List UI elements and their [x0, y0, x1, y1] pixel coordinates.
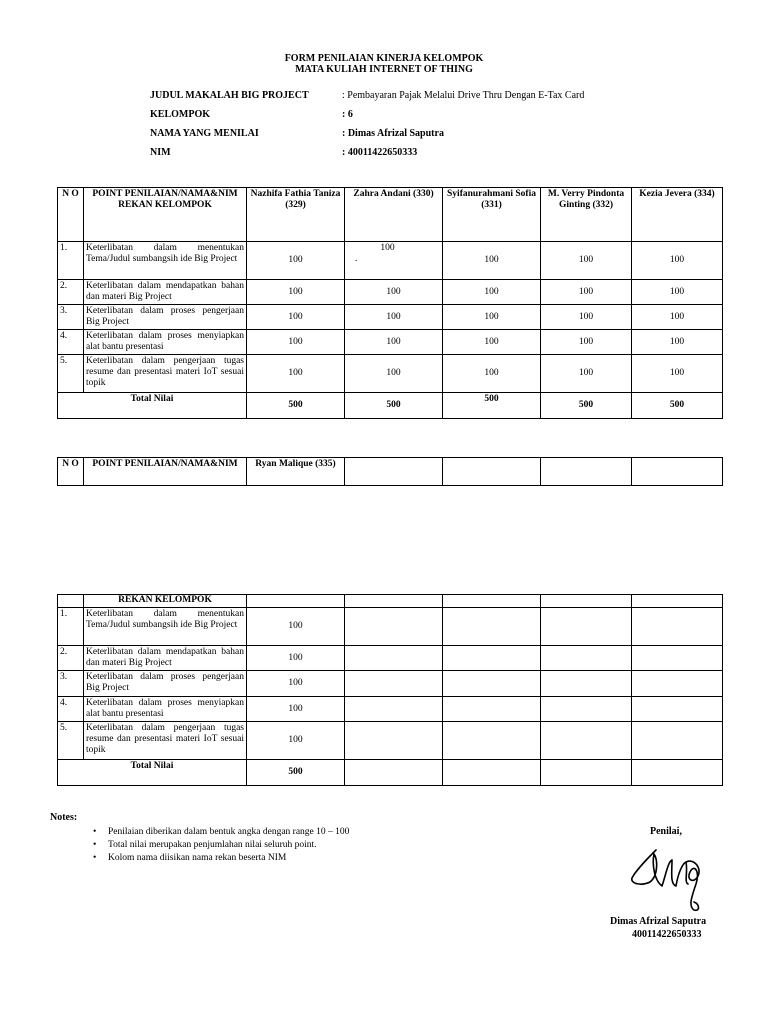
table-row	[58, 671, 723, 697]
row-number: 2.	[58, 646, 84, 671]
empty-cell	[443, 760, 541, 786]
info-row-title	[150, 86, 584, 105]
header-no: N O	[58, 188, 84, 242]
header-point: POINT PENILAIAN/NAMA&NIM	[84, 458, 247, 486]
score-cell: 100	[247, 608, 345, 646]
info-row-group	[150, 105, 584, 124]
row-number: 4.	[58, 697, 84, 722]
info-value: : 40011422650333	[342, 147, 418, 158]
header-no: N O	[58, 458, 84, 486]
row-number: 5.	[58, 355, 84, 393]
criterion-text: Keterlibatan dalam pengerjaan tugas resume dan presentasi materi IoT sesuai topik	[84, 355, 247, 393]
score-cell: 100	[443, 330, 541, 355]
header-empty	[345, 595, 443, 608]
header-empty	[443, 458, 541, 486]
stray-dot: .	[355, 254, 358, 264]
header-empty	[541, 595, 632, 608]
info-value: : Dimas Afrizal Saputra	[342, 128, 444, 139]
score-cell: 100	[443, 242, 541, 280]
table-header-row	[58, 595, 723, 608]
empty-cell	[541, 760, 632, 786]
score-cell: 100	[247, 355, 345, 393]
criterion-text: Keterlibatan dalam proses pengerjaan Big Project	[84, 305, 247, 330]
header-empty	[632, 458, 723, 486]
total-value: 500	[541, 393, 632, 419]
note-text: Total nilai merupakan penjumlahan nilai seluruh point.	[108, 840, 317, 850]
score-cell: 100	[443, 355, 541, 393]
empty-cell	[632, 608, 723, 646]
assessment-table-extra-header	[57, 457, 723, 486]
table-row	[58, 608, 723, 646]
notes-heading: Notes:	[50, 812, 78, 823]
empty-cell	[541, 697, 632, 722]
total-value: 500	[247, 393, 345, 419]
score-cell: 100	[443, 305, 541, 330]
info-row-nim	[150, 143, 584, 162]
row-number: 3.	[58, 305, 84, 330]
empty-cell	[632, 671, 723, 697]
empty-cell	[345, 722, 443, 760]
total-label: Total Nilai	[58, 760, 247, 786]
list-item	[93, 826, 350, 839]
total-value: 500	[443, 393, 541, 419]
info-label: NAMA YANG MENILAI	[150, 128, 259, 139]
header-member-1: Nazhifa Fathia Taniza (329)	[247, 188, 345, 242]
header-empty	[632, 595, 723, 608]
table-row	[58, 305, 723, 330]
score-cell: 100	[632, 305, 723, 330]
score-cell: 100	[247, 697, 345, 722]
criterion-text: Keterlibatan dalam menentukan Tema/Judul sumbangsih ide Big Project	[84, 242, 247, 280]
total-value: 500	[345, 393, 443, 419]
bullet-icon: •	[93, 840, 97, 850]
info-label: NIM	[150, 147, 171, 158]
list-item	[93, 839, 349, 852]
info-value: : 6	[342, 109, 353, 120]
row-number: 3.	[58, 671, 84, 697]
header-member-3: Syifanurahmani Sofia (331)	[443, 188, 541, 242]
bullet-icon: •	[93, 853, 97, 863]
header-empty	[541, 458, 632, 486]
score-cell: 100	[247, 330, 345, 355]
table-row	[58, 646, 723, 671]
table-row	[58, 355, 723, 393]
empty-cell	[632, 760, 723, 786]
score-cell: 100	[632, 280, 723, 305]
empty-cell	[345, 646, 443, 671]
score-cell: 100	[443, 280, 541, 305]
empty-cell	[443, 671, 541, 697]
notes-list	[93, 826, 350, 865]
note-text: Kolom nama diisikan nama rekan beserta NIM	[108, 853, 287, 863]
signature-icon	[628, 840, 708, 918]
header-member-4: M. Verry Pindonta Ginting (332)	[541, 188, 632, 242]
header-empty	[247, 595, 345, 608]
score-cell: 100	[247, 242, 345, 280]
info-value: : Pembayaran Pajak Melalui Drive Thru Dengan E-Tax Card	[342, 90, 585, 101]
info-block	[150, 86, 584, 162]
score-cell: 100	[247, 722, 345, 760]
header-empty	[345, 458, 443, 486]
empty-cell	[345, 697, 443, 722]
criterion-text: Keterlibatan dalam pengerjaan tugas resume dan presentasi materi IoT sesuai topik	[84, 722, 247, 760]
header-no	[58, 595, 84, 608]
list-item	[93, 852, 349, 865]
total-value: 500	[247, 760, 345, 786]
empty-cell	[541, 722, 632, 760]
empty-cell	[443, 646, 541, 671]
score-value: 100	[380, 243, 395, 253]
empty-cell	[541, 671, 632, 697]
signer-name: Dimas Afrizal Saputra	[610, 916, 707, 927]
empty-cell	[632, 646, 723, 671]
row-number: 1.	[58, 608, 84, 646]
criterion-text: Keterlibatan dalam mendapatkan bahan dan materi Big Project	[84, 646, 247, 671]
criterion-text: Keterlibatan dalam proses pengerjaan Big Project	[84, 671, 247, 697]
row-number: 4.	[58, 330, 84, 355]
empty-cell	[443, 608, 541, 646]
score-cell: 100	[345, 305, 443, 330]
header-point: POINT PENILAIAN/NAMA&NIM REKAN KELOMPOK	[84, 188, 247, 242]
score-cell: 100	[345, 355, 443, 393]
score-cell: 100	[541, 355, 632, 393]
score-cell: 100	[541, 242, 632, 280]
info-row-assessor	[150, 124, 584, 143]
empty-cell	[541, 608, 632, 646]
score-cell: 100	[541, 305, 632, 330]
empty-cell	[345, 671, 443, 697]
row-number: 1.	[58, 242, 84, 280]
score-cell: 100	[541, 330, 632, 355]
table-header-row	[58, 188, 723, 242]
form-title-line1: FORM PENILAIAN KINERJA KELOMPOK	[284, 53, 484, 64]
score-cell: 100	[247, 280, 345, 305]
score-cell: 100	[632, 355, 723, 393]
empty-cell	[632, 697, 723, 722]
criterion-text: Keterlibatan dalam mendapatkan bahan dan materi Big Project	[84, 280, 247, 305]
header-empty	[443, 595, 541, 608]
total-label: Total Nilai	[58, 393, 247, 419]
table-header-row	[58, 458, 723, 486]
table-row	[58, 280, 723, 305]
score-cell: 100	[632, 242, 723, 280]
table-row	[58, 242, 723, 280]
score-cell: 100	[345, 330, 443, 355]
empty-cell	[345, 608, 443, 646]
total-value: 500	[632, 393, 723, 419]
table-row	[58, 697, 723, 722]
assessment-table-extra	[57, 594, 723, 786]
empty-cell	[541, 646, 632, 671]
total-row	[58, 760, 723, 786]
info-label: KELOMPOK	[150, 109, 210, 120]
signer-nim: 40011422650333	[632, 929, 702, 940]
form-title-line2: MATA KULIAH INTERNET OF THING	[295, 64, 473, 75]
score-cell: 100	[345, 280, 443, 305]
empty-cell	[443, 722, 541, 760]
total-row	[58, 393, 723, 419]
score-cell	[345, 242, 443, 280]
info-label: JUDUL MAKALAH BIG PROJECT	[150, 90, 309, 101]
table-row	[58, 330, 723, 355]
header-member-5: Kezia Jevera (334)	[632, 188, 723, 242]
criterion-text: Keterlibatan dalam proses menyiapkan alat bantu presentasi	[84, 330, 247, 355]
signature-label: Penilai,	[650, 826, 682, 837]
empty-cell	[632, 722, 723, 760]
criterion-text: Keterlibatan dalam menentukan Tema/Judul sumbangsih ide Big Project	[84, 608, 247, 646]
note-text: Penilaian diberikan dalam bentuk angka dengan range 10 – 100	[108, 827, 350, 837]
score-cell: 100	[247, 671, 345, 697]
table-row	[58, 722, 723, 760]
score-cell: 100	[541, 280, 632, 305]
score-cell: 100	[247, 305, 345, 330]
header-point: REKAN KELOMPOK	[84, 595, 247, 608]
bullet-icon: •	[93, 827, 97, 837]
header-member-2: Zahra Andani (330)	[345, 188, 443, 242]
empty-cell	[443, 697, 541, 722]
row-number: 5.	[58, 722, 84, 760]
empty-cell	[345, 760, 443, 786]
header-member-6: Ryan Malique (335)	[247, 458, 345, 486]
score-cell: 100	[632, 330, 723, 355]
assessment-table-main	[57, 187, 723, 419]
score-cell: 100	[247, 646, 345, 671]
row-number: 2.	[58, 280, 84, 305]
criterion-text: Keterlibatan dalam proses menyiapkan alat bantu presentasi	[84, 697, 247, 722]
